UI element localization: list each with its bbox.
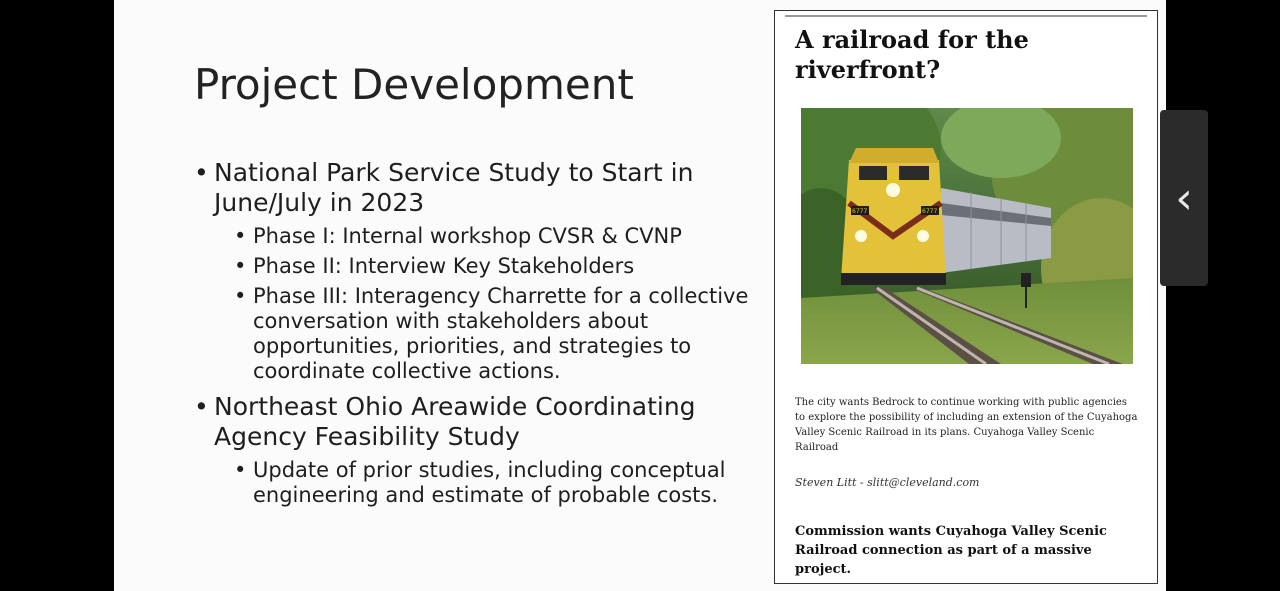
- locomotive: [841, 148, 946, 285]
- news-article-clipping: [774, 10, 1158, 584]
- article-headline: A railroad for the riverfront?: [795, 25, 1029, 84]
- bullet-nps-study: • National Park Service Study to Start in June/July in 2023: [194, 158, 764, 218]
- train-photo-illustration: [801, 108, 1133, 364]
- chevron-left-icon: ‹: [1175, 172, 1193, 224]
- bullet-noaca-study: • Northeast Ohio Areawide Coordinating Agency Feasibility Study: [194, 392, 764, 452]
- sub-bullet-phase-3: • Phase III: Interagency Charrette for a collective conversation with stakeholders about opportunities, priorities, and strategies to coordinate collective actions.: [194, 284, 764, 384]
- article-subhead: Commission wants Cuyahoga Valley Scenic Railroad connection as part of a massive project.: [795, 524, 1107, 577]
- article-top-rule: [785, 15, 1147, 17]
- presentation-slide: [114, 0, 1166, 591]
- photo-credit: Steven Litt - slitt@cleveland.com: [795, 476, 980, 489]
- slide-title: Project Development: [194, 60, 634, 109]
- slide-bullet-list: [194, 158, 764, 516]
- loco-number-right: 6777: [922, 208, 938, 215]
- photo-caption: The city wants Bedrock to continue working with public agencies to explore the possibility of including an extension of the Cuyahoga Valley Scenic Railroad in its plans. Cuyahoga Valley Scenic Railroad: [795, 397, 1138, 453]
- loco-number-left: 6777: [852, 208, 868, 215]
- sub-bullet-update-studies: • Update of prior studies, including conceptual engineering and estimate of probable costs.: [194, 458, 764, 508]
- train-photo: [801, 108, 1133, 364]
- sub-bullet-phase-2: • Phase II: Interview Key Stakeholders: [194, 254, 764, 279]
- previous-slide-button[interactable]: [1160, 110, 1208, 286]
- sub-bullet-phase-1: • Phase I: Internal workshop CVSR & CVNP: [194, 224, 764, 249]
